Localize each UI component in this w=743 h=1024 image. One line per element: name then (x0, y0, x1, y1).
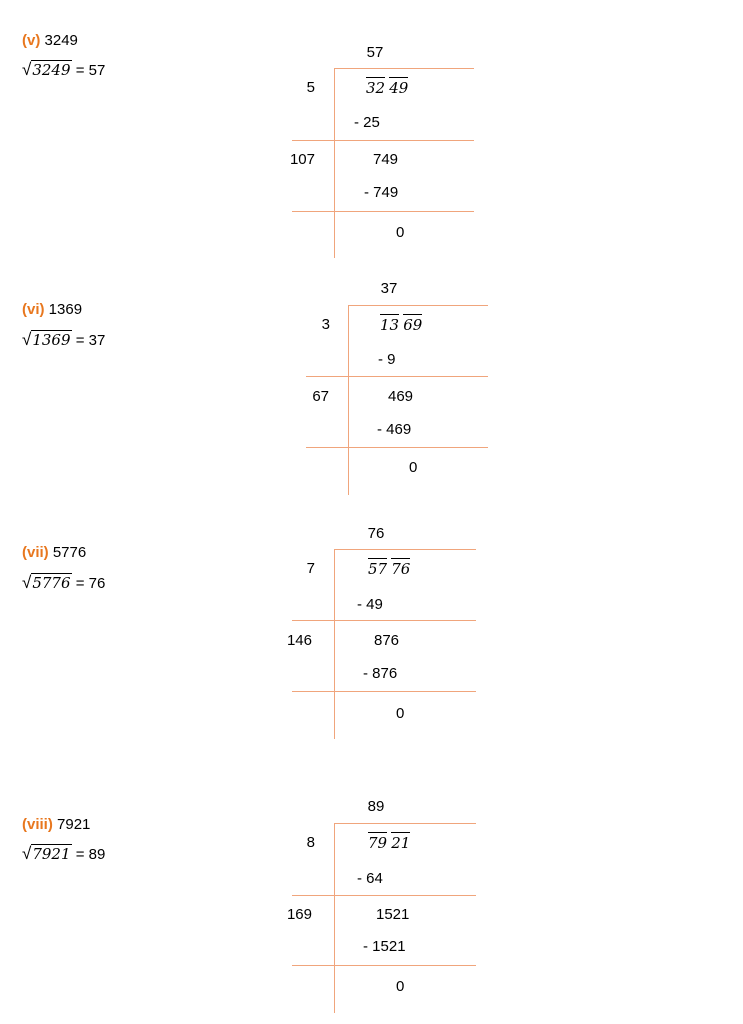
problem-heading (22, 301, 82, 319)
divisor-2: 67 (312, 388, 329, 405)
sqrt-result: = 57 (75, 62, 106, 79)
division-top-line (334, 549, 476, 550)
subtraction-1: - 9 (378, 351, 396, 368)
division-top-line (334, 68, 474, 69)
problem-label: (vi) (22, 301, 45, 318)
subtraction-1: - 49 (357, 596, 383, 613)
subtraction-2: - 469 (377, 421, 412, 438)
divisor-1: 5 (306, 79, 315, 96)
divisor-2: 107 (289, 151, 315, 168)
quotient: 37 (380, 280, 398, 297)
divisor-2: 169 (286, 906, 312, 923)
radicand: 7921 (32, 845, 71, 863)
remainder-1: 469 (388, 388, 414, 405)
problem-number: 5776 (52, 544, 87, 561)
sqrt-result: = 37 (75, 332, 106, 349)
step-line (292, 895, 476, 896)
quotient: 89 (367, 798, 385, 815)
digit-pair: 79 (368, 834, 388, 852)
problem-heading (22, 544, 86, 562)
divisor-1: 7 (306, 560, 315, 577)
problem-label: (viii) (22, 816, 53, 833)
step-line (292, 140, 474, 141)
subtraction-2: - 749 (364, 184, 399, 201)
step-line (292, 211, 474, 212)
division-top-line (348, 305, 488, 306)
divisor-2: 146 (286, 632, 312, 649)
step-line (292, 691, 476, 692)
problem-number: 7921 (57, 816, 91, 833)
sqrt-answer (22, 60, 105, 81)
final-remainder: 0 (409, 459, 418, 476)
quotient: 57 (366, 44, 384, 61)
problem-label: (vii) (22, 544, 49, 561)
digit-pairs (380, 316, 422, 335)
digit-pair: 32 (366, 79, 386, 97)
digit-pairs (368, 560, 410, 579)
digit-pair: 76 (391, 560, 411, 578)
division-vertical-line (334, 823, 335, 1013)
digit-pair: 69 (403, 316, 423, 334)
step-line (306, 447, 488, 448)
quotient: 76 (367, 525, 385, 542)
problem-number: 1369 (48, 301, 83, 318)
digit-pair: 13 (380, 316, 400, 334)
step-line (292, 965, 476, 966)
sqrt-icon: √ (22, 573, 32, 592)
division-vertical-line (348, 305, 349, 495)
divisor-1: 3 (321, 316, 330, 333)
radicand: 1369 (32, 331, 71, 349)
sqrt-answer (22, 573, 105, 594)
radicand: 5776 (32, 574, 71, 592)
digit-pairs (366, 79, 408, 98)
final-remainder: 0 (396, 224, 405, 241)
division-vertical-line (334, 549, 335, 739)
problem-heading (22, 816, 90, 834)
sqrt-result: = 76 (75, 575, 106, 592)
radicand: 3249 (32, 61, 71, 79)
digit-pairs (368, 834, 410, 853)
sqrt-icon: √ (22, 330, 32, 349)
subtraction-1: - 25 (354, 114, 380, 131)
sqrt-icon: √ (22, 844, 32, 863)
subtraction-2: - 876 (363, 665, 398, 682)
problem-label: (v) (22, 32, 41, 49)
final-remainder: 0 (396, 705, 405, 722)
divisor-1: 8 (306, 834, 315, 851)
final-remainder: 0 (396, 978, 405, 995)
subtraction-2: - 1521 (363, 938, 406, 955)
step-line (292, 620, 476, 621)
remainder-1: 749 (373, 151, 399, 168)
sqrt-answer (22, 330, 105, 351)
remainder-1: 1521 (376, 906, 410, 923)
division-vertical-line (334, 68, 335, 258)
step-line (306, 376, 488, 377)
subtraction-1: - 64 (357, 870, 383, 887)
problem-heading (22, 32, 78, 50)
digit-pair: 49 (389, 79, 409, 97)
sqrt-icon: √ (22, 60, 32, 79)
digit-pair: 21 (391, 834, 411, 852)
remainder-1: 876 (374, 632, 400, 649)
sqrt-answer (22, 844, 105, 865)
digit-pair: 57 (368, 560, 388, 578)
sqrt-result: = 89 (75, 846, 106, 863)
problem-number: 3249 (44, 32, 78, 49)
division-top-line (334, 823, 476, 824)
